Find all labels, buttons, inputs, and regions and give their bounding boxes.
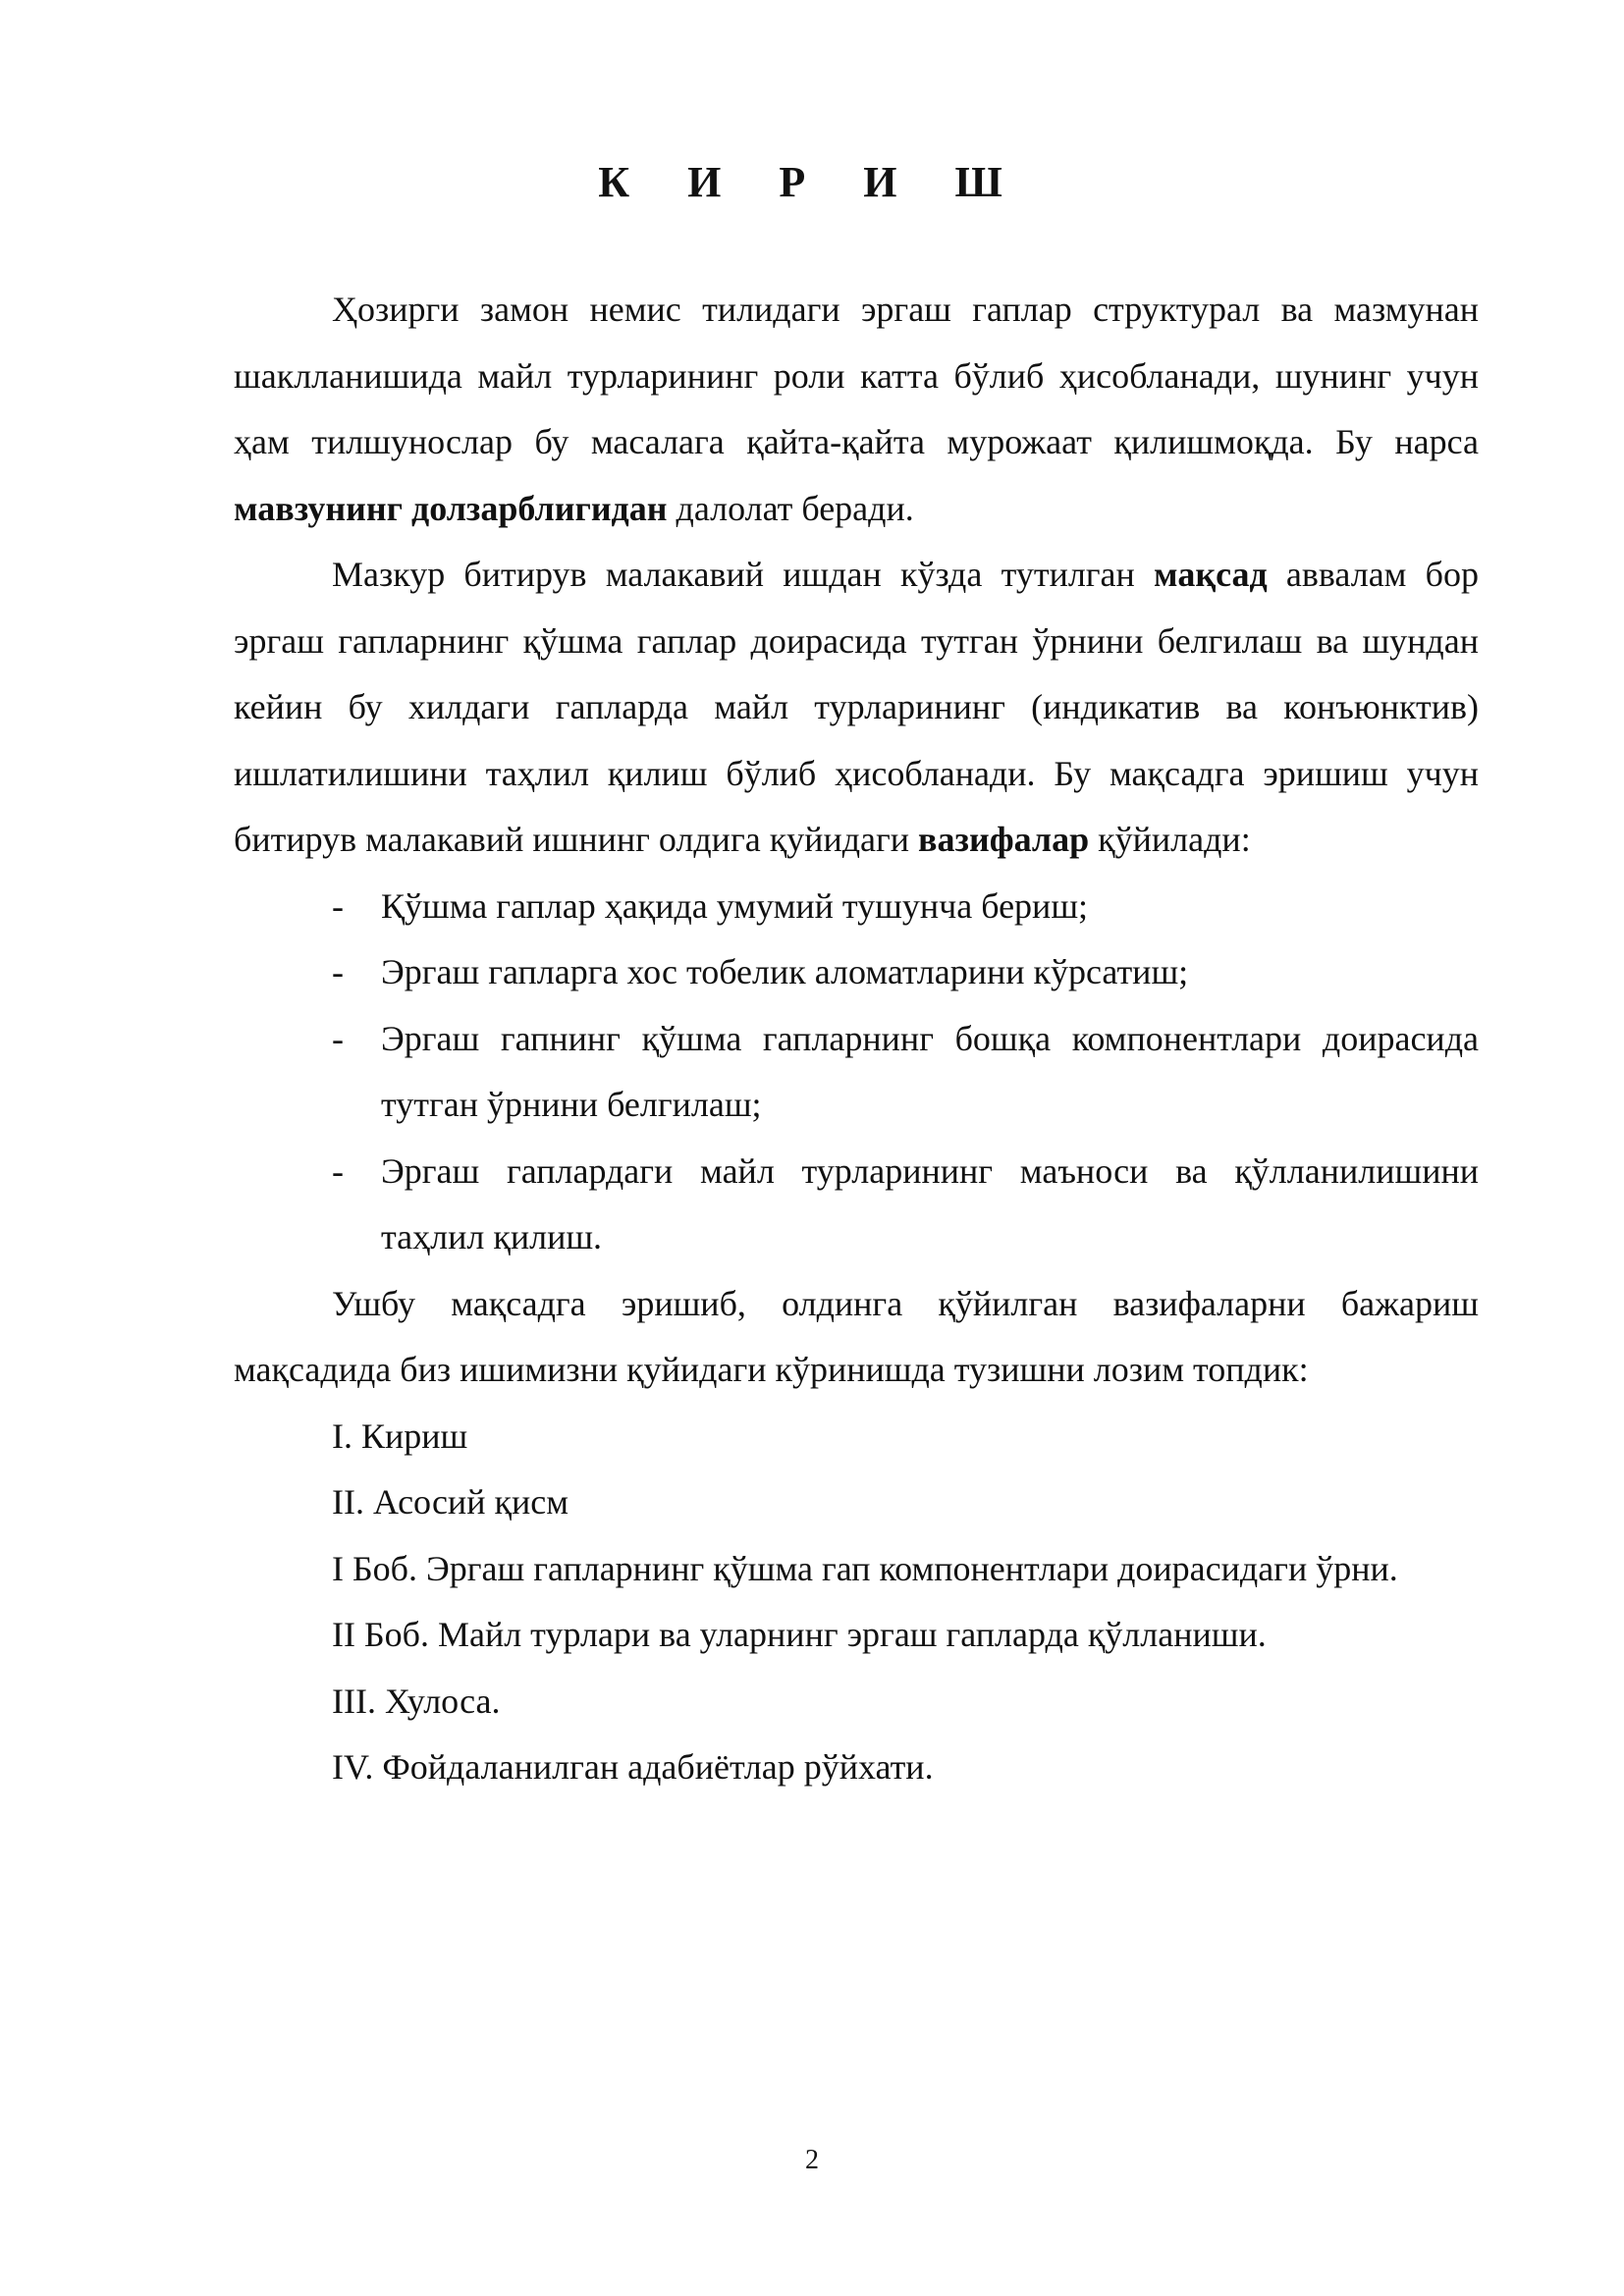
paragraph-text: Мазкур битирув малакавий ишдан кўзда тутилган: [332, 555, 1155, 594]
list-dash: -: [332, 952, 344, 991]
list-item-text: Эргаш гапнинг қўшма гапларнинг бошқа компонентлари доирасида тутган ўрнини белгилаш;: [381, 1018, 1479, 1124]
list-item-text: Қўшма гаплар ҳақида умумий тушунча бериш;: [381, 885, 1089, 926]
list-dash: -: [332, 1018, 344, 1058]
page-title: К И Р И Ш: [598, 158, 1026, 206]
list-dash: -: [332, 1150, 344, 1191]
document-body: [234, 277, 1479, 1801]
bold-relevance-term: мавзунинг долзарблигидан: [234, 488, 668, 528]
intro-paragraph-relevance: [234, 277, 1479, 542]
paragraph-text: далолат беради.: [667, 488, 914, 528]
structure-item: I Боб. Эргаш гапларнинг қўшма гап компонентлари доирасидаги ўрни.: [332, 1548, 1398, 1588]
intro-paragraph-structure: Ушбу мақсадга эришиб, олдинга қўйилган вазифаларни бажариш мақсадида биз ишимизни қуйидаги кўринишда тузишни лозим топдик:: [234, 1283, 1479, 1389]
paragraph-text: Ҳозирги замон немис тилидаги эргаш гаплар структурал ва мазмунан шаклланишида майл турларининг роли катта бўлиб ҳисобланади, шунинг учун ҳам тилшунослар бу масалага қайта-қайта мурожаат қилишмоқда. Бу нарса: [234, 290, 1479, 461]
list-item: [234, 1139, 1479, 1271]
page-number: 2: [805, 2145, 819, 2175]
list-item: [234, 874, 1479, 940]
structure-item: II. Асосий қисм: [332, 1482, 568, 1522]
structure-item: IV. Фойдаланилган адабиётлар рўйхати.: [332, 1747, 934, 1787]
structure-item: II Боб. Майл турлари ва уларнинг эргаш гапларда қўлланиши.: [332, 1615, 1267, 1654]
list-dash: -: [332, 885, 344, 926]
list-item: [234, 939, 1479, 1006]
intro-paragraph-goal: [234, 542, 1479, 874]
list-item: [234, 1006, 1479, 1139]
paragraph-text: аввалам бор эргаш гапларнинг қўшма гаплар доирасида тутган ўрнини белгилаш ва шундан кейин бу хилдаги гапларда майл турларининг (индикатив ва конъюнктив) ишлатилишини таҳлил қилиш бўлиб ҳисобланади. Бу мақсадга эришиш учун битирув малакавий ишнинг олдига қуйидаги: [234, 555, 1479, 859]
structure-item: I. Кириш: [332, 1415, 468, 1456]
list-item-text: Эргаш гаплардаги майл турларининг маъноси ва қўлланилишини таҳлил қилиш.: [381, 1150, 1479, 1256]
bold-goal-term: мақсад: [1154, 555, 1268, 594]
tasks-list: [234, 874, 1479, 1271]
structure-item: III. Хулоса.: [332, 1681, 501, 1721]
list-item-text: Эргаш гапларга хос тобелик аломатларини кўрсатиш;: [381, 952, 1189, 991]
paragraph-text: қўйилади:: [1089, 820, 1251, 859]
bold-tasks-term: вазифалар: [918, 820, 1090, 859]
